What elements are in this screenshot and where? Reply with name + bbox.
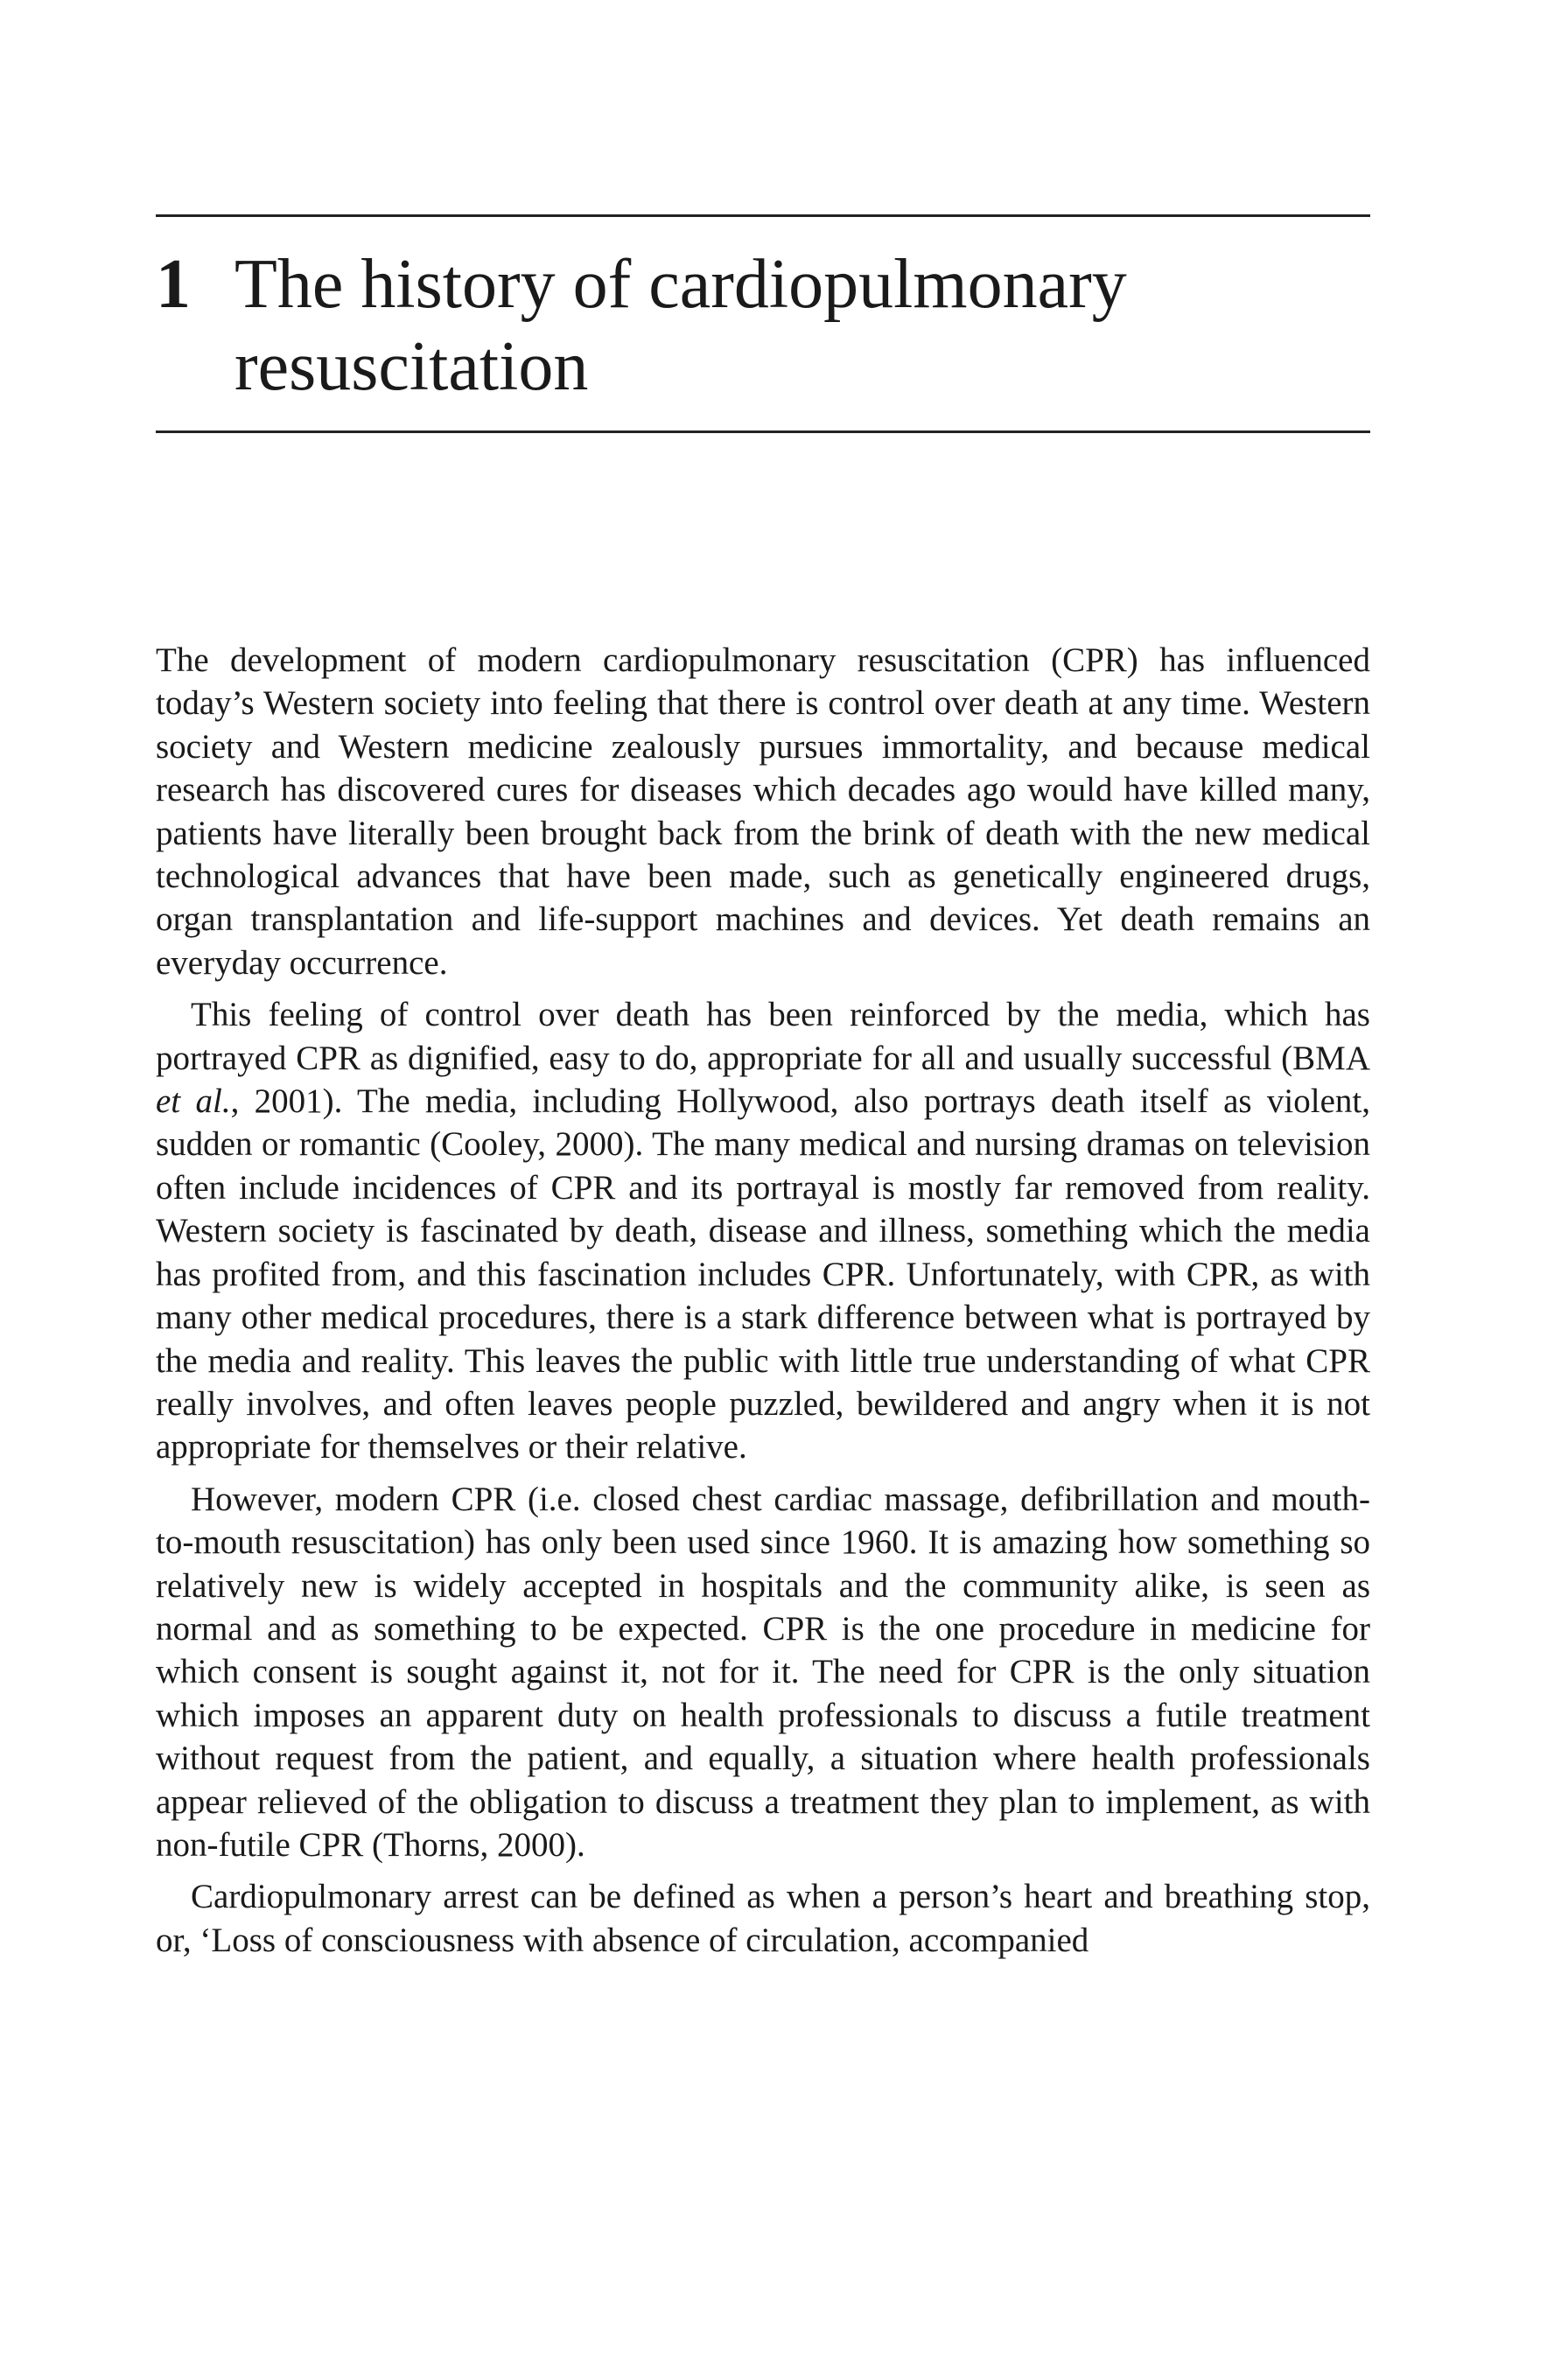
paragraph-1: The development of modern cardiopulmonary resuscitation (CPR) has influenced today’s Western society into feeling that there is control over death at any time. Western society and Western medicine zealously pursues immortality, and because medical research has discovered cures for diseases which decades ago would have killed many, patients have literally been brought back from the brink of death with the new medical technological advances that have been made, such as genetically engineered drugs, organ transplantation and life-support machines and devices. Yet death remains an everyday occurrence. (156, 641, 1370, 982)
chapter-top-rule (156, 214, 1370, 217)
paragraph-4: Cardiopulmonary arrest can be defined as when a person’s heart and breathing stop, or, ‘Loss of consciousness with absence of circulation, accompanied (156, 1878, 1370, 1959)
chapter-number: 1 (156, 246, 191, 323)
chapter-body (156, 639, 1370, 1962)
paragraph-3: However, modern CPR (i.e. closed chest cardiac massage, defibrillation and mouth-to-mouth resuscitation) has only been used since 1960. It is amazing how something so relatively new is widely accepted in hospitals and the community alike, is seen as normal and as something to be expected. CPR is the one procedure in medicine for which consent is sought against it, not for it. The need for CPR is the only situation which imposes an apparent duty on health professionals to discuss a futile treatment without request from the patient, and equally, a situation where health professionals appear relieved of the obligation to discuss a treatment they plan to implement, as with non-futile CPR (Thorns, 2000). (156, 1480, 1370, 1864)
chapter-bottom-rule (156, 430, 1370, 433)
paragraph-2: This feeling of control over death has been reinforced by the media, which has portrayed CPR as dignified, easy to do, appropriate for all and usually successful (BMA et al., 2001). The media, including Hollywood, also portrays death itself as violent, sudden or romantic (Cooley, 2000). The many medical and nursing dramas on television often include incidences of CPR and its portrayal is mostly far removed from reality. Western society is fascinated by death, disease and illness, something which the media has profited from, and this fascination includes CPR. Unfortunately, with CPR, as with many other medical procedures, there is a stark difference between what is portrayed by the media and reality. This leaves the public with little true understanding of what CPR really involves, and often leaves people puzzled, bewildered and angry when it is not appropriate for themselves or their relative. (156, 996, 1370, 1466)
chapter-title: The history of cardiopulmonary resuscitation (234, 246, 1127, 405)
citation-et-al: et al. (156, 1082, 231, 1121)
chapter-heading (156, 243, 1370, 408)
